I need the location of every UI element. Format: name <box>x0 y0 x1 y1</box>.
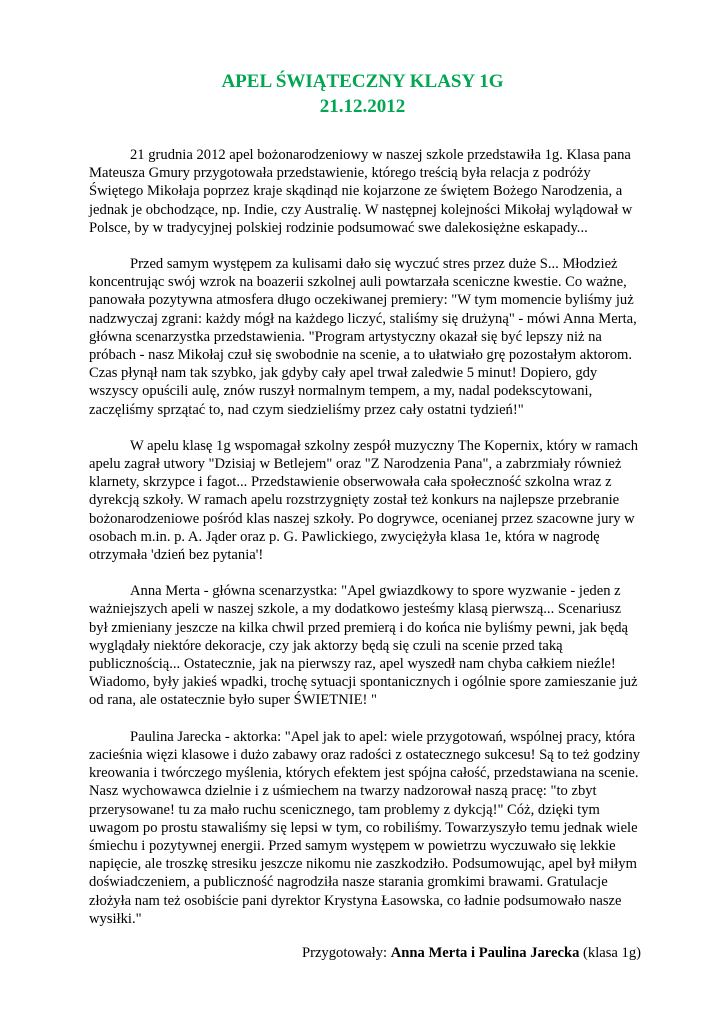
signature-authors: Anna Merta i Paulina Jarecka <box>390 944 580 961</box>
signature <box>89 944 641 962</box>
signature-suffix: (klasa 1g) <box>579 944 641 961</box>
title-block <box>0 69 725 119</box>
signature-prefix: Przygotowały: <box>301 944 391 961</box>
document-date: 21.12.2012 <box>319 96 406 117</box>
paragraph-backstage: Przed samym występem za kulisami dało się wyczuć stres przez duże S... Młodzież koncentrując swój wzrok na boazerii szkolnej auli powtarzała sceniczne kwestie. Co ważne, panowała pozytywna atmosfera długo oczekiwanej premiery: "W tym momencie byliśmy już nadzwyczaj zgrani: każdy mógł na każdego liczyć, staliśmy się drużyną" - mówi Anna Merta, główna scenarzystka przedstawienia. "Program artystyczny okazał się być lepszy niż na próbach - nasz Mikołaj czuł się swobodnie na scenie, a to ułatwiało grę pozostałym aktorom. Czas płynął nam tak szybko, jak gdyby cały apel trwał zaledwie 5 minut! Dopiero, gdy wszyscy opuścili aulę, znów ruszył normalnym tempem, a my, nadal podekscytowani, zaczęliśmy sprzątać to, nad czym siedzieliśmy przez cały ostatni tydzień!" <box>89 256 637 418</box>
paragraph-intro: 21 grudnia 2012 apel bożonarodzeniowy w naszej szkole przedstawiła 1g. Klasa pana Mateusza Gmury przygotowała przedstawienie, którego treścią była relacja z podróży Świętego Mikołaja poprzez kraje skądinąd nie kojarzone ze świętem Bożego Narodzenia, a jednak je obchodzące, np. Indie, czy Australię. W następnej kolejności Mikołaj wylądował w Polsce, by w tradycyjnej polskiej rodzinie podsumować swe dalekosiężne eskapady... <box>89 147 633 236</box>
document-title: APEL ŚWIĄTECZNY KLASY 1G <box>221 71 504 92</box>
paragraph-paulina-quote: Paulina Jarecka - aktorka: "Apel jak to apel: wiele przygotowań, wspólnej pracy, która zacieśnia więzi klasowe i dużo zabawy oraz radości z ostatecznego sukcesu! Są to też godziny kreowania i twórczego myślenia, których efektem jest spójna całość, przedstawiana na scenie. Nasz wychowawca dzielnie i z uśmiechem na twarzy nadzorował naszą pracę: "to zbyt przerysowane! tu za mało ruchu scenicznego, tam problemy z dykcją!" Cóż, dzięki tym uwagom po prostu stawaliśmy się lepsi w tym, co robiliśmy. Towarzyszyło temu jednak wiele śmiechu i pozytywnej energii. Przed samym występem w powietrzu wyczuwało się lekkie napięcie, ale troszkę stresiku jeszcze nikomu nie zaszkodziło. Podsumowując, apel był miłym doświadczeniem, a publiczność nagrodziła nasze starania gromkimi brawami. Gratulacje złożyła nam też osobiście pani dyrektor Krystyna Łasowska, co ładnie podsumowało nasze wysiłki." <box>89 728 641 927</box>
article-body <box>89 146 641 980</box>
paragraph-music: W apelu klasę 1g wspomagał szkolny zespół muzyczny The Kopernix, który w ramach apelu zagrał utwory "Dzisiaj w Betlejem" oraz "Z Narodzenia Pana", a zabrzmiały również klarnety, skrzypce i fagot... Przedstawienie obserwowała cała społeczność szkolna wraz z dyrekcją szkoły. W ramach apelu rozstrzygnięty został też konkurs na najlepsze przebranie bożonarodzeniowe pośród klas naszej szkoły. Po dogrywce, ocenianej przez szacowne jury w osobach m.in. p. A. Jąder oraz p. G. Pawlickiego, zwyciężyła klasa 1e, która w nagrodę otrzymała 'dzień bez pytania'! <box>89 437 639 564</box>
paragraph-anna-quote: Anna Merta - główna scenarzystka: "Apel gwiazdkowy to spore wyzwanie - jeden z ważniejszych apeli w naszej szkole, a my dodatkowo jesteśmy klasą pierwszą... Scenariusz był zmieniany jeszcze na kilka chwil przed premierą i do końca nie byliśmy pewni, jak będą wyglądały niektóre dekoracje, czy jak aktorzy będą się czuli na scenie przed taką publicznością... Ostatecznie, jak na pierwszy raz, apel wyszedł nam chyba całkiem nieźle! Wiadomo, były jakieś wpadki, trochę sytuacji spontanicznych i ogólnie spore zamieszanie już od rana, ale ostatecznie było super ŚWIETNIE! " <box>89 583 638 709</box>
